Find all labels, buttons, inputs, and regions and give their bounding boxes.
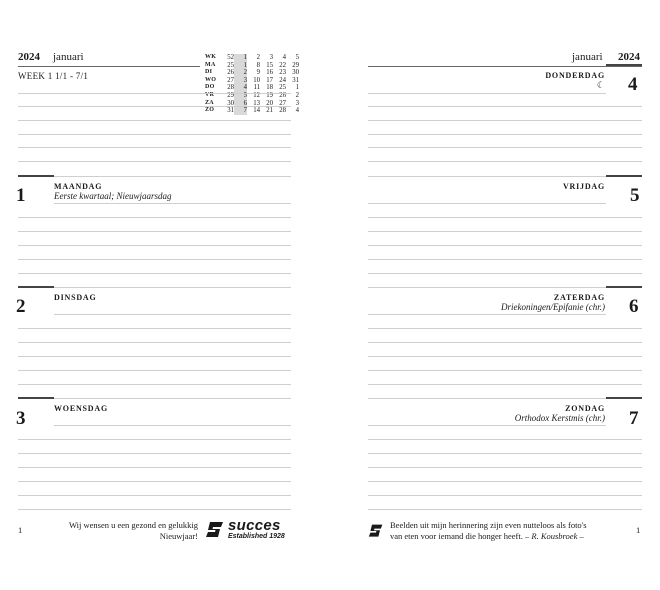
day-name-tuesday: DINSDAG <box>54 293 97 302</box>
mini-cal-cell: 30 <box>292 69 299 77</box>
day-number-3: 3 <box>16 408 26 429</box>
mini-cal-cell: 25 <box>227 61 234 69</box>
mini-cal-cell: MA <box>205 61 216 68</box>
mini-calendar-row <box>205 69 299 77</box>
left-footer-line-2: Nieuwjaar! <box>159 531 198 541</box>
day-note-saturday: Driekoningen/Epifanie (chr.) <box>501 302 605 312</box>
mini-cal-cell: 6 <box>234 100 247 108</box>
mini-cal-cell: 25 <box>279 84 286 92</box>
week-label: WEEK 1 <box>18 71 53 81</box>
mini-cal-cell: 4 <box>282 54 286 61</box>
mini-cal-cell: 3 <box>234 77 247 85</box>
right-footer-quote <box>390 520 620 542</box>
mini-cal-cell: 52 <box>227 54 234 61</box>
day-name-friday: VRIJDAG <box>562 182 605 191</box>
mini-cal-cell: 29 <box>227 91 234 99</box>
left-header-rule <box>18 66 200 67</box>
mini-cal-cell: 2 <box>234 69 247 77</box>
mini-cal-cell: 29 <box>292 61 299 69</box>
day-name-thursday: DONDERDAG <box>545 71 605 80</box>
mini-cal-cell: 5 <box>234 92 247 100</box>
day-name-saturday: ZATERDAG <box>553 293 605 302</box>
mini-cal-cell: DO <box>205 84 215 91</box>
mini-cal-cell: 15 <box>266 61 273 69</box>
day-number-1: 1 <box>16 185 26 206</box>
logo-name: succes <box>228 517 281 534</box>
mini-cal-cell: 30 <box>227 99 234 107</box>
mini-cal-cell: 11 <box>253 84 260 92</box>
mini-calendar-header <box>205 54 299 62</box>
left-year: 2024 <box>18 51 40 63</box>
mini-cal-cell: 3 <box>295 99 299 107</box>
succes-tagline: Established 1928 <box>228 533 285 540</box>
mini-cal-cell: 8 <box>256 61 260 69</box>
left-footer-text <box>40 520 198 542</box>
mini-cal-cell: 12 <box>253 91 260 99</box>
mini-cal-cell: 23 <box>279 69 286 77</box>
quote-line-2-text: van eten voor iemand die honger heeft. <box>390 531 523 541</box>
mini-cal-cell: 14 <box>253 107 260 115</box>
day-name-sunday: ZONDAG <box>565 404 605 413</box>
mini-cal-cell: 2 <box>295 91 299 99</box>
succes-s-icon <box>205 520 225 540</box>
mini-cal-cell: WK <box>205 54 217 60</box>
left-footer-line-1: Wij wensen u een gezond en gelukkig <box>68 520 198 530</box>
mini-cal-cell: ZA <box>205 99 214 106</box>
quote-line-1: Beelden uit mijn herinnering zijn even nutteloos als foto's <box>390 520 587 530</box>
mini-cal-cell: 7 <box>234 107 247 115</box>
day-number-7: 7 <box>629 408 639 429</box>
succes-small-logo-icon <box>368 523 384 539</box>
mini-cal-cell: 19 <box>266 91 273 99</box>
mini-cal-cell: 24 <box>279 76 286 84</box>
mini-cal-cell: 16 <box>266 69 273 77</box>
day-number-6: 6 <box>629 296 639 317</box>
moon-phase-icon: ☾ <box>596 80 605 90</box>
mini-cal-cell: 26 <box>279 91 286 99</box>
mini-cal-cell: 28 <box>227 84 234 92</box>
mini-cal-cell: 27 <box>279 99 286 107</box>
mini-cal-cell: 13 <box>253 99 260 107</box>
left-month: januari <box>53 51 84 63</box>
mini-calendar-row <box>205 84 299 92</box>
quote-author: – R. Kousbroek – <box>525 531 584 541</box>
mini-cal-cell: 1 <box>295 84 299 92</box>
day-name-wednesday: WOENSDAG <box>54 404 108 413</box>
right-month: januari <box>572 51 603 63</box>
day-note-sunday: Orthodox Kerstmis (chr.) <box>514 413 605 423</box>
mini-cal-cell: 10 <box>253 76 260 84</box>
mini-cal-cell: 20 <box>266 99 273 107</box>
day-number-4: 4 <box>628 74 638 95</box>
mini-cal-cell: VR <box>205 91 215 98</box>
mini-cal-cell: WO <box>205 76 217 83</box>
mini-cal-cell: 9 <box>256 69 260 77</box>
week-range: 1/1 - 7/1 <box>55 71 89 81</box>
mini-cal-cell: 4 <box>234 84 247 92</box>
mini-cal-cell: 27 <box>227 76 234 84</box>
mini-cal-cell: 1 <box>234 54 247 62</box>
mini-cal-cell: 21 <box>266 107 273 115</box>
mini-cal-cell: ZO <box>205 107 215 114</box>
quote-line-2 <box>390 531 620 542</box>
mini-cal-cell: 4 <box>295 107 299 115</box>
day-number-5: 5 <box>630 185 640 206</box>
day-number-2: 2 <box>16 296 26 317</box>
day-name-monday: MAANDAG <box>54 182 103 191</box>
day-note-monday: Eerste kwartaal; Nieuwjaarsdag <box>54 191 172 201</box>
mini-calendar-row <box>205 77 299 85</box>
mini-cal-cell: 28 <box>279 107 286 115</box>
succes-logo <box>205 518 295 542</box>
mini-cal-cell: 3 <box>269 54 273 61</box>
right-year: 2024 <box>618 51 640 63</box>
mini-calendar-row <box>205 62 299 70</box>
mini-calendar-row <box>205 107 299 115</box>
mini-cal-cell: 5 <box>295 54 299 61</box>
right-page-number: 1 <box>636 525 641 535</box>
mini-cal-cell: 18 <box>266 84 273 92</box>
mini-cal-cell: 2 <box>256 54 260 61</box>
mini-cal-cell: DI <box>205 69 213 76</box>
mini-cal-cell: 31 <box>227 107 234 115</box>
left-page-number: 1 <box>18 525 23 535</box>
succes-wordmark <box>228 518 281 534</box>
mini-cal-cell: 26 <box>227 69 234 77</box>
right-header-rule <box>368 66 642 67</box>
mini-cal-cell: 1 <box>234 62 247 70</box>
mini-cal-cell: 22 <box>279 61 286 69</box>
mini-cal-cell: 17 <box>266 76 273 84</box>
mini-cal-cell: 31 <box>292 76 299 84</box>
